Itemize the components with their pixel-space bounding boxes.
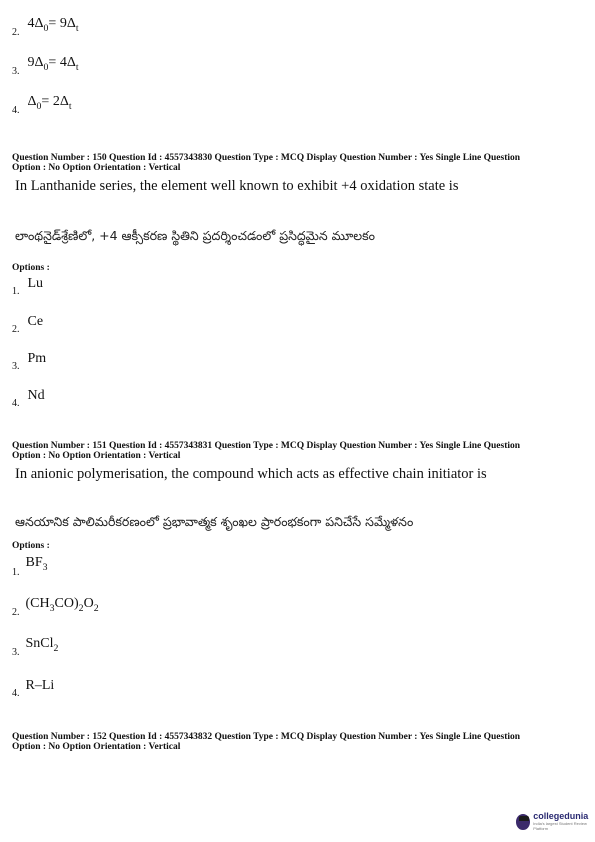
meta-line-1: Question Number : 152 Question Id : 4557343832 Question Type : MCQ Display Question Number : Yes Single Line Question [12, 732, 521, 742]
collegedunia-logo [516, 812, 595, 831]
meta-line-1: Question Number : 150 Question Id : 4557343830 Question Type : MCQ Display Question Number : Yes Single Line Question [12, 153, 521, 163]
question-151-telugu: ఆనయానిక పాలిమరీకరణంలో ప్రభావాత్మక శృంఖల ప్రారంభకంగా పనిచేసే సమ్మేళనం [15, 514, 414, 529]
q151-option-4[interactable]: $_{4.}$ R–Li [12, 678, 55, 699]
q150-option-3[interactable]: $_{3.}$ Pm [12, 351, 47, 372]
q150-option-1[interactable]: $_{1.}$ Lu [12, 276, 44, 297]
option-number: 4. [12, 105, 20, 116]
option-value: $4\Delta_0= 9\Delta_t$ [27, 16, 79, 34]
options-label: Options : [12, 541, 50, 551]
prev-option-4 [12, 92, 72, 116]
option-number: 3. [12, 66, 20, 77]
meta-line-2: Option : No Option Orientation : Vertical [12, 163, 181, 173]
question-150-telugu: లాంథనైడ్‌శ్రేణిలో, +4 ఆక్సీకరణ స్థితిని ప్రదర్శించడంలో ప్రసిద్ధమైన మూలకం [15, 228, 375, 243]
prev-option-3 [12, 53, 79, 77]
meta-line-1: Question Number : 151 Question Id : 4557343831 Question Type : MCQ Display Question Number : Yes Single Line Question [12, 441, 521, 451]
q150-option-2[interactable]: $_{2.}$ Ce [12, 314, 44, 335]
question-150-text: In Lanthanide series, the element well known to exhibit +4 oxidation state is [15, 178, 459, 194]
q151-option-1[interactable]: $_{1.}$ $BF_3$ [12, 555, 48, 578]
logo-tagline: India's largest Student Review Platform [533, 821, 587, 831]
question-151-text: In anionic polymerisation, the compound which acts as effective chain initiator is [15, 466, 487, 482]
option-value: $9\Delta_0= 4\Delta_t$ [27, 55, 79, 73]
question-152-meta [12, 732, 587, 752]
option-value: $\Delta_0= 2\Delta_t$ [27, 94, 72, 112]
meta-line-2: Option : No Option Orientation : Vertical [12, 742, 181, 752]
q151-option-3[interactable]: $_{3.}$ SnCl$_2$ [12, 636, 59, 658]
question-150-meta [12, 153, 587, 173]
logo-name: collegedunia [533, 811, 589, 821]
q150-option-4[interactable]: $_{4.}$ Nd [12, 388, 45, 409]
meta-line-2: Option : No Option Orientation : Vertical [12, 451, 181, 461]
option-number: 2. [12, 27, 20, 38]
q151-option-2[interactable]: $_{2.}$ $(CH_3CO)_2O_2$ [12, 596, 99, 618]
prev-option-2 [12, 14, 79, 38]
options-label: Options : [12, 263, 50, 273]
question-151-meta [12, 441, 587, 461]
mascot-icon [516, 814, 530, 830]
